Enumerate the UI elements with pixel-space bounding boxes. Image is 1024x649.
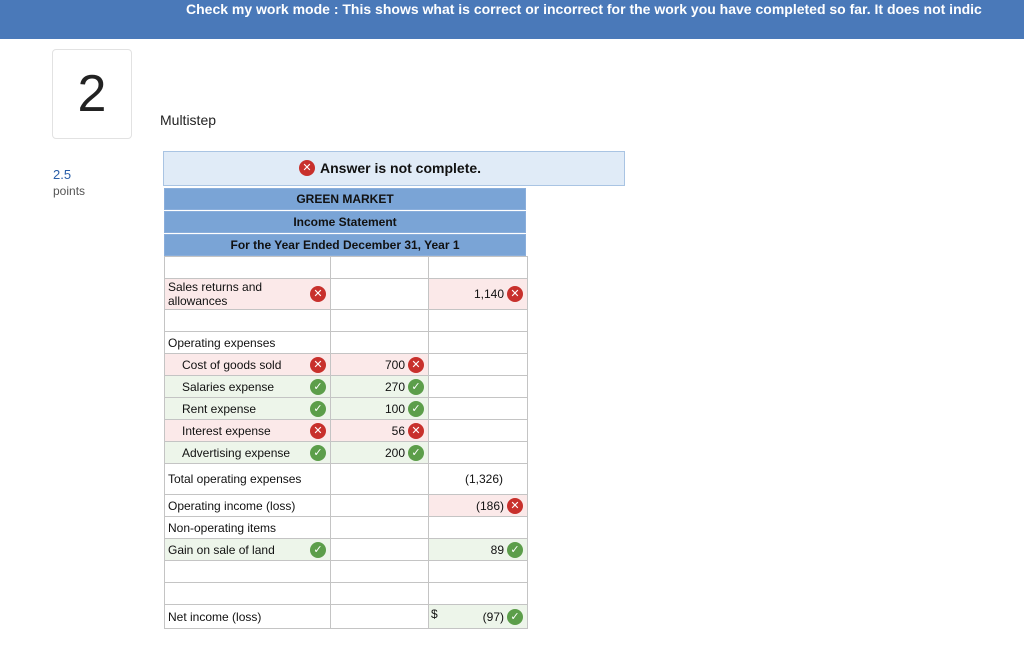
- currency-symbol: $: [431, 607, 438, 621]
- x-circle-icon: ✕: [299, 160, 315, 176]
- table-row: [165, 398, 528, 420]
- total-input[interactable]: [429, 398, 528, 420]
- row-label: Operating income (loss): [168, 498, 296, 513]
- check-circle-icon: ✓: [507, 609, 523, 625]
- amount-input[interactable]: [331, 442, 429, 464]
- amount-input[interactable]: [331, 517, 429, 539]
- check-circle-icon: ✓: [408, 379, 424, 395]
- table-row: [165, 420, 528, 442]
- question-number-box: [52, 49, 132, 139]
- total-input[interactable]: [429, 442, 528, 464]
- table-row: [165, 539, 528, 561]
- total-input[interactable]: [429, 279, 528, 310]
- total-input[interactable]: [429, 257, 528, 279]
- total-input[interactable]: [429, 561, 528, 583]
- x-circle-icon: ✕: [507, 498, 523, 514]
- row-label: Rent expense: [182, 401, 257, 416]
- amount-input[interactable]: [331, 464, 429, 495]
- amount-value: 200: [384, 445, 405, 460]
- check-circle-icon: ✓: [310, 542, 326, 558]
- income-statement-table: [164, 256, 528, 629]
- amount-input[interactable]: [331, 420, 429, 442]
- table-row: [165, 517, 528, 539]
- x-circle-icon: ✕: [310, 357, 326, 373]
- label-input[interactable]: [165, 464, 331, 495]
- amount-value: 270: [384, 379, 405, 394]
- check-my-work-banner: [0, 0, 1024, 39]
- amount-input[interactable]: [331, 539, 429, 561]
- total-input[interactable]: [429, 354, 528, 376]
- label-input[interactable]: [165, 539, 331, 561]
- table-row: [165, 376, 528, 398]
- amount-input[interactable]: [331, 310, 429, 332]
- label-input[interactable]: [165, 310, 331, 332]
- table-row: [165, 464, 528, 495]
- total-value: (186): [475, 498, 504, 513]
- label-input[interactable]: [165, 257, 331, 279]
- table-row: [165, 279, 528, 310]
- label-input[interactable]: [165, 605, 331, 629]
- amount-input[interactable]: [331, 561, 429, 583]
- table-row: [165, 257, 528, 279]
- x-circle-icon: ✕: [310, 423, 326, 439]
- total-value: 89: [490, 542, 504, 557]
- row-label: Sales returns and allowances: [168, 280, 263, 308]
- label-input[interactable]: [165, 583, 331, 605]
- total-input[interactable]: [429, 464, 528, 495]
- label-input[interactable]: [165, 376, 331, 398]
- banner-text: Check my work mode : This shows what is correct or incorrect for the work you have completed so far. It does not indic: [186, 1, 982, 17]
- amount-value: 700: [384, 357, 405, 372]
- label-input[interactable]: [165, 398, 331, 420]
- total-input[interactable]: [429, 605, 528, 629]
- row-label: Advertising expense: [182, 445, 291, 460]
- total-value: (97): [482, 609, 504, 624]
- total-input[interactable]: [429, 376, 528, 398]
- question-number: 2: [77, 65, 107, 123]
- row-label: Total operating expenses: [168, 472, 302, 486]
- x-circle-icon: ✕: [408, 423, 424, 439]
- row-label: Net income (loss): [168, 609, 262, 624]
- label-input[interactable]: [165, 279, 331, 310]
- total-input[interactable]: [429, 583, 528, 605]
- total-input[interactable]: [429, 495, 528, 517]
- amount-input[interactable]: [331, 279, 429, 310]
- amount-input[interactable]: [331, 583, 429, 605]
- points-label: points: [53, 184, 86, 198]
- label-input[interactable]: [165, 420, 331, 442]
- total-input[interactable]: [429, 539, 528, 561]
- total-value: (1,326): [464, 472, 503, 486]
- row-label: Operating expenses: [168, 335, 276, 350]
- label-input[interactable]: [165, 517, 331, 539]
- total-input[interactable]: [429, 420, 528, 442]
- label-input[interactable]: [165, 354, 331, 376]
- x-circle-icon: ✕: [507, 286, 523, 302]
- label-input[interactable]: [165, 495, 331, 517]
- row-label: Interest expense: [182, 423, 271, 438]
- check-circle-icon: ✓: [310, 401, 326, 417]
- table-row: [165, 354, 528, 376]
- amount-input[interactable]: [331, 257, 429, 279]
- statement-title: Income Statement: [164, 211, 526, 233]
- amount-input[interactable]: [331, 332, 429, 354]
- x-circle-icon: ✕: [310, 286, 326, 302]
- amount-input[interactable]: [331, 398, 429, 420]
- amount-input[interactable]: [331, 495, 429, 517]
- label-input[interactable]: [165, 561, 331, 583]
- table-row: [165, 561, 528, 583]
- amount-value: 100: [384, 401, 405, 416]
- total-input[interactable]: [429, 310, 528, 332]
- row-label: Cost of goods sold: [182, 357, 282, 372]
- check-circle-icon: ✓: [310, 445, 326, 461]
- table-row: [165, 583, 528, 605]
- amount-input[interactable]: [331, 376, 429, 398]
- check-circle-icon: ✓: [507, 542, 523, 558]
- total-input[interactable]: [429, 517, 528, 539]
- total-value: 1,140: [473, 287, 504, 301]
- label-input[interactable]: [165, 442, 331, 464]
- check-circle-icon: ✓: [408, 445, 424, 461]
- answer-status-box: [163, 151, 625, 186]
- amount-input[interactable]: [331, 354, 429, 376]
- row-label: Gain on sale of land: [168, 542, 275, 557]
- row-label: Non-operating items: [168, 520, 277, 535]
- statement-period: For the Year Ended December 31, Year 1: [164, 234, 526, 256]
- check-circle-icon: ✓: [310, 379, 326, 395]
- label-input[interactable]: [165, 332, 331, 354]
- company-name: GREEN MARKET: [164, 188, 526, 210]
- table-row: [165, 310, 528, 332]
- x-circle-icon: ✕: [408, 357, 424, 373]
- row-label: Salaries expense: [182, 379, 275, 394]
- total-input[interactable]: [429, 332, 528, 354]
- amount-input[interactable]: [331, 605, 429, 629]
- points-value: 2.5: [53, 167, 72, 182]
- amount-value: 56: [391, 423, 405, 438]
- check-circle-icon: ✓: [408, 401, 424, 417]
- table-row: [165, 495, 528, 517]
- table-row: [165, 332, 528, 354]
- table-row: [165, 605, 528, 629]
- table-row: [165, 442, 528, 464]
- question-type: Multistep: [160, 112, 217, 128]
- answer-status-text: Answer is not complete.: [320, 160, 482, 176]
